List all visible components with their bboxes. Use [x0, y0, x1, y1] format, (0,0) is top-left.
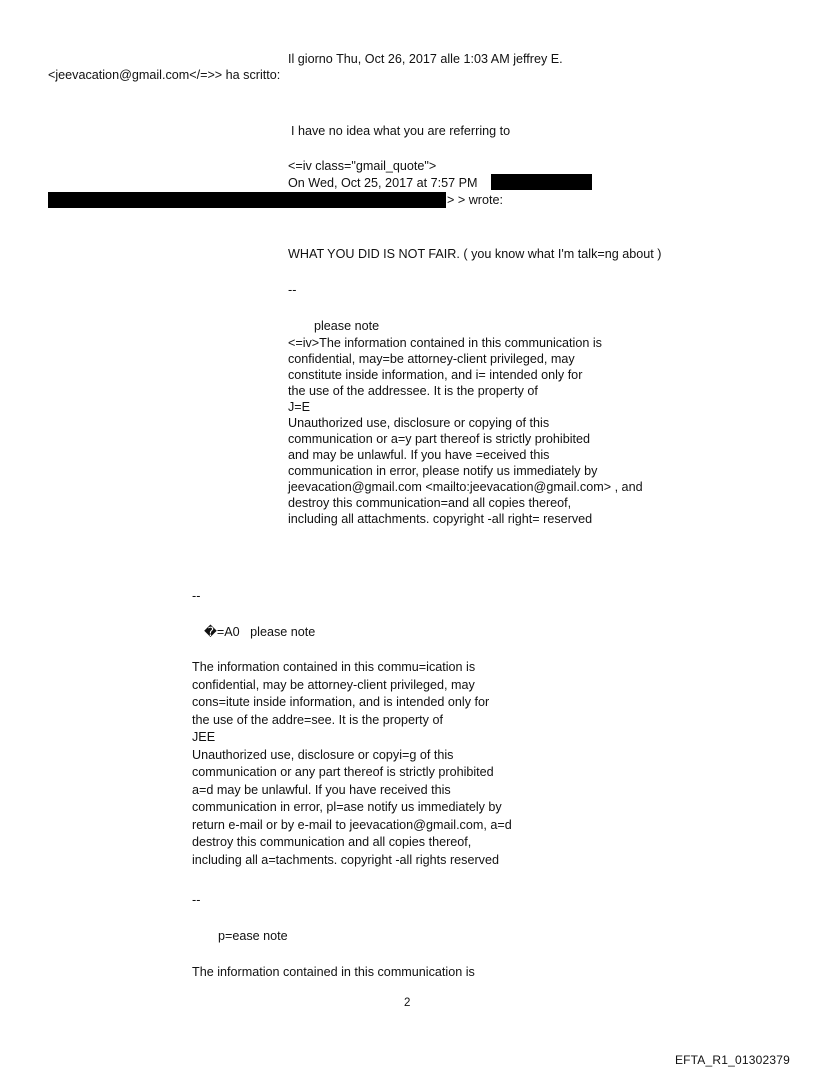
header-line-1: Il giorno Thu, Oct 26, 2017 alle 1:03 AM jeffrey E. — [288, 52, 563, 66]
disclaimer-line: communication or a=y part thereof is strictly prohibited — [288, 432, 591, 446]
disclaimer-line: confidential, may=be attorney-client privileged, may — [288, 352, 575, 366]
page-number: 2 — [404, 997, 411, 1009]
disclaimer-line: including all a=tachments. copyright -all rights reserved — [192, 852, 499, 867]
quoted-message: WHAT YOU DID IS NOT FAIR. ( you know what I'm talk=ng about ) — [288, 247, 662, 261]
signature-separator: -- — [288, 283, 297, 297]
signature-separator: -- — [192, 893, 201, 907]
signature-separator: -- — [192, 589, 201, 603]
disclaimer-block-1 — [288, 335, 643, 527]
disclaimer-line: cons=itute inside information, and is intended only for — [192, 695, 490, 709]
disclaimer-line: JEE — [192, 730, 216, 744]
disclaimer-line: confidential, may be attorney-client privileged, may — [192, 677, 475, 692]
document-id-footer: EFTA_R1_01302379 — [674, 1053, 790, 1067]
disclaimer-line: destroy this communication and all copies thereof, — [192, 835, 472, 849]
quote-wrote-label: > > wrote: — [447, 193, 504, 207]
disclaimer-line: The information contained in this communication is — [192, 965, 475, 979]
disclaimer-line: and may be unlawful. If you have =eceived this — [288, 448, 550, 462]
disclaimer-line: including all attachments. copyright -all right= reserved — [288, 512, 593, 526]
disclaimer-line: communication in error, pl=ase notify us immediately by — [192, 800, 502, 814]
redaction-bar-email — [48, 192, 446, 208]
please-note-heading: please note — [314, 319, 380, 333]
disclaimer-line: Unauthorized use, disclosure or copying of this — [288, 416, 550, 430]
disclaimer-line: the use of the addressee. It is the property of — [288, 384, 538, 398]
disclaimer-line: constitute inside information, and i= intended only for — [288, 368, 583, 382]
quote-attribution-line: On Wed, Oct 25, 2017 at 7:57 PM — [288, 176, 478, 190]
disclaimer-block-2 — [192, 659, 512, 869]
please-note-heading: p=ease note — [218, 929, 288, 943]
please-note-heading: �=A0 please note — [204, 625, 316, 639]
disclaimer-line: communication in error, please notify us immediately by — [288, 464, 598, 478]
disclaimer-line: the use of the addre=see. It is the property of — [192, 712, 443, 727]
disclaimer-line: destroy this communication=and all copies thereof, — [288, 496, 572, 510]
disclaimer-line: communication or any part thereof is strictly prohibited — [192, 765, 494, 779]
disclaimer-line: <=iv>The information contained in this communication is — [288, 336, 602, 350]
redaction-bar-sender — [491, 174, 592, 190]
disclaimer-line: jeevacation@gmail.com <mailto:jeevacation@gmail.com> , and — [288, 480, 643, 494]
reply-text: I have no idea what you are referring to — [291, 124, 511, 138]
gmail-quote-tag: <=iv class="gmail_quote"> — [288, 159, 437, 173]
disclaimer-line: J=E — [288, 400, 311, 414]
disclaimer-line: Unauthorized use, disclosure or copyi=g of this — [192, 747, 454, 762]
header-line-2: <jeevacation@gmail.com</=>> ha scritto: — [48, 68, 281, 82]
disclaimer-line: return e-mail or by e-mail to jeevacation@gmail.com, a=d — [192, 817, 512, 832]
disclaimer-line: The information contained in this commu=ication is — [192, 660, 476, 674]
disclaimer-line: a=d may be unlawful. If you have received this — [192, 782, 451, 797]
